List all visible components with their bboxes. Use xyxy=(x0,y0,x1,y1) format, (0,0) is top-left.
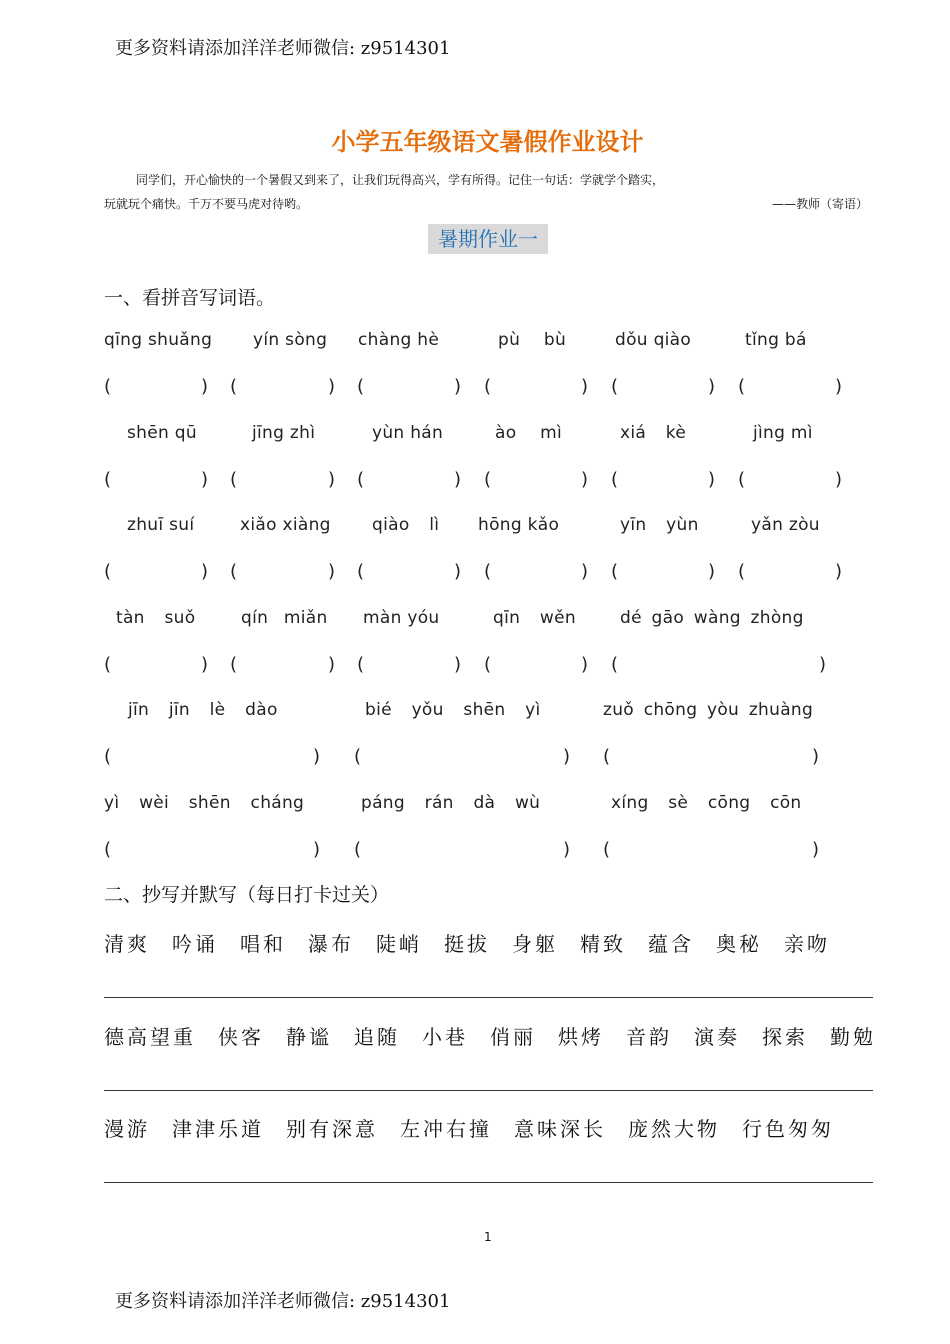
word: 精致 xyxy=(580,932,626,956)
pinyin: yǎn zòu xyxy=(751,515,820,535)
intro-line-2: 玩就玩个痛快。千万不要马虎对待哟。 xyxy=(104,197,309,211)
page-title: 小学五年级语文暑假作业设计 xyxy=(331,127,644,156)
word: 挺拔 xyxy=(444,932,490,956)
answer-bracket: ( xyxy=(484,376,492,397)
answer-bracket: ( xyxy=(484,561,492,582)
word: 陡峭 xyxy=(376,932,422,956)
answer-bracket: ( xyxy=(357,376,365,397)
pinyin: pù bù xyxy=(498,330,567,350)
pinyin: hōng kǎo xyxy=(478,515,560,535)
answer-bracket: ( xyxy=(738,561,746,582)
page-number: 1 xyxy=(484,1230,492,1244)
answer-bracket: ) xyxy=(328,654,336,675)
answer-bracket: ) xyxy=(328,561,336,582)
word: 俏丽 xyxy=(490,1025,536,1049)
answer-bracket: ( xyxy=(230,469,238,490)
answer-bracket: ) xyxy=(812,746,820,767)
pinyin: tǐng bá xyxy=(745,330,807,350)
answer-bracket: ) xyxy=(581,469,589,490)
answer-bracket: ) xyxy=(581,376,589,397)
word: 清爽 xyxy=(104,932,150,956)
word: 小巷 xyxy=(422,1025,468,1049)
answer-bracket: ) xyxy=(835,561,843,582)
answer-bracket: ) xyxy=(201,376,209,397)
word: 静谧 xyxy=(286,1025,332,1049)
word: 左冲右撞 xyxy=(400,1117,492,1141)
word: 庞然大物 xyxy=(628,1117,720,1141)
pinyin: qiào lì xyxy=(372,515,440,535)
word: 蕴含 xyxy=(648,932,694,956)
pinyin: jīn jīn lè dào xyxy=(128,700,278,720)
word: 瀑布 xyxy=(308,932,354,956)
answer-bracket: ( xyxy=(357,654,365,675)
pinyin: yùn hán xyxy=(372,423,444,443)
word: 烘烤 xyxy=(558,1025,604,1049)
word: 侠客 xyxy=(218,1025,264,1049)
answer-bracket: ( xyxy=(230,376,238,397)
answer-bracket: ) xyxy=(313,839,321,860)
pinyin: yì wèi shēn cháng xyxy=(104,793,305,813)
answer-bracket: ( xyxy=(484,654,492,675)
answer-bracket: ) xyxy=(454,561,462,582)
word: 追随 xyxy=(354,1025,400,1049)
answer-bracket: ) xyxy=(819,654,827,675)
word: 亲吻 xyxy=(784,932,830,956)
answer-bracket: ) xyxy=(708,561,716,582)
answer-bracket: ) xyxy=(563,746,571,767)
watermark-bottom: 更多资料请添加洋洋老师微信: z9514301 xyxy=(115,1291,451,1312)
pinyin: shēn qū xyxy=(127,423,197,443)
intro-signature: ——教师（寄语） xyxy=(771,197,868,211)
answer-bracket: ( xyxy=(611,469,619,490)
word: 探索 xyxy=(762,1025,808,1049)
word-line-3 xyxy=(104,1113,856,1142)
answer-bracket: ( xyxy=(357,561,365,582)
pinyin: jīng zhì xyxy=(252,423,316,443)
answer-bracket: ( xyxy=(603,839,611,860)
answer-bracket: ( xyxy=(104,376,112,397)
pinyin: jìng mì xyxy=(753,423,813,443)
pinyin: dǒu qiào xyxy=(615,330,692,350)
pinyin: xiá kè xyxy=(620,423,687,443)
pinyin: dé gāo wàng zhòng xyxy=(620,608,804,628)
section2-title: 二、抄写并默写（每日打卡过关） xyxy=(104,884,390,906)
answer-bracket: ) xyxy=(201,654,209,675)
pinyin: zuǒ chōng yòu zhuàng xyxy=(603,700,814,720)
answer-bracket: ) xyxy=(201,469,209,490)
writing-line-1[interactable] xyxy=(104,997,873,998)
answer-bracket: ) xyxy=(581,561,589,582)
pinyin: xíng sè cōng cōn xyxy=(611,793,802,813)
word: 唱和 xyxy=(240,932,286,956)
answer-bracket: ) xyxy=(328,469,336,490)
answer-bracket: ) xyxy=(812,839,820,860)
answer-bracket: ) xyxy=(581,654,589,675)
answer-bracket: ( xyxy=(104,839,112,860)
answer-bracket: ) xyxy=(454,376,462,397)
intro-line-1: 同学们，开心愉快的一个暑假又到来了，让我们玩得高兴，学有所得。记住一句话：学就学个踏实， xyxy=(136,173,665,187)
pinyin: qín miǎn xyxy=(241,608,328,628)
answer-bracket: ( xyxy=(738,376,746,397)
answer-bracket: ) xyxy=(563,839,571,860)
answer-bracket: ( xyxy=(484,469,492,490)
answer-bracket: ) xyxy=(835,469,843,490)
answer-bracket: ( xyxy=(230,654,238,675)
answer-bracket: ( xyxy=(104,469,112,490)
pinyin: ào mì xyxy=(495,423,563,443)
answer-bracket: ) xyxy=(454,654,462,675)
writing-line-3[interactable] xyxy=(104,1182,873,1183)
pinyin: yīn yùn xyxy=(620,515,699,535)
word: 别有深意 xyxy=(286,1117,378,1141)
word: 德高望重 xyxy=(104,1025,196,1049)
pinyin: páng rán dà wù xyxy=(361,793,541,813)
answer-bracket: ) xyxy=(454,469,462,490)
word: 演奏 xyxy=(694,1025,740,1049)
word: 漫游 xyxy=(104,1117,150,1141)
answer-bracket: ( xyxy=(104,561,112,582)
word: 身躯 xyxy=(512,932,558,956)
answer-bracket: ( xyxy=(611,561,619,582)
answer-bracket: ( xyxy=(357,469,365,490)
answer-bracket: ( xyxy=(603,746,611,767)
pinyin: tàn suǒ xyxy=(116,608,196,628)
pinyin: chàng hè xyxy=(358,330,440,350)
word: 音韵 xyxy=(626,1025,672,1049)
answer-bracket: ) xyxy=(708,376,716,397)
word: 奥秘 xyxy=(716,932,762,956)
pinyin: qīn wěn xyxy=(493,608,576,628)
answer-bracket: ( xyxy=(354,839,362,860)
pinyin: yín sòng xyxy=(253,330,328,350)
answer-bracket: ) xyxy=(328,376,336,397)
pinyin: zhuī suí xyxy=(127,515,195,535)
answer-bracket: ( xyxy=(104,746,112,767)
pinyin: màn yóu xyxy=(363,608,440,628)
section1-title: 一、看拼音写词语。 xyxy=(104,287,276,309)
answer-bracket: ( xyxy=(354,746,362,767)
answer-bracket: ( xyxy=(230,561,238,582)
week-title: 暑期作业一 xyxy=(428,224,548,254)
intro-message xyxy=(104,168,872,216)
watermark-top: 更多资料请添加洋洋老师微信: z9514301 xyxy=(115,38,451,59)
answer-bracket: ( xyxy=(104,654,112,675)
answer-bracket: ( xyxy=(738,469,746,490)
word: 勤勉 xyxy=(830,1025,876,1049)
pinyin: xiǎo xiàng xyxy=(240,515,331,535)
pinyin: qīng shuǎng xyxy=(104,330,213,350)
answer-bracket: ( xyxy=(611,654,619,675)
word-line-2 xyxy=(104,1021,898,1050)
word: 行色匆匆 xyxy=(742,1117,834,1141)
word-line-1 xyxy=(104,928,852,957)
answer-bracket: ( xyxy=(611,376,619,397)
word: 吟诵 xyxy=(172,932,218,956)
writing-line-2[interactable] xyxy=(104,1090,873,1091)
pinyin: bié yǒu shēn yì xyxy=(365,700,541,720)
word: 意味深长 xyxy=(514,1117,606,1141)
word: 津津乐道 xyxy=(172,1117,264,1141)
answer-bracket: ) xyxy=(313,746,321,767)
answer-bracket: ) xyxy=(835,376,843,397)
answer-bracket: ) xyxy=(201,561,209,582)
answer-bracket: ) xyxy=(708,469,716,490)
